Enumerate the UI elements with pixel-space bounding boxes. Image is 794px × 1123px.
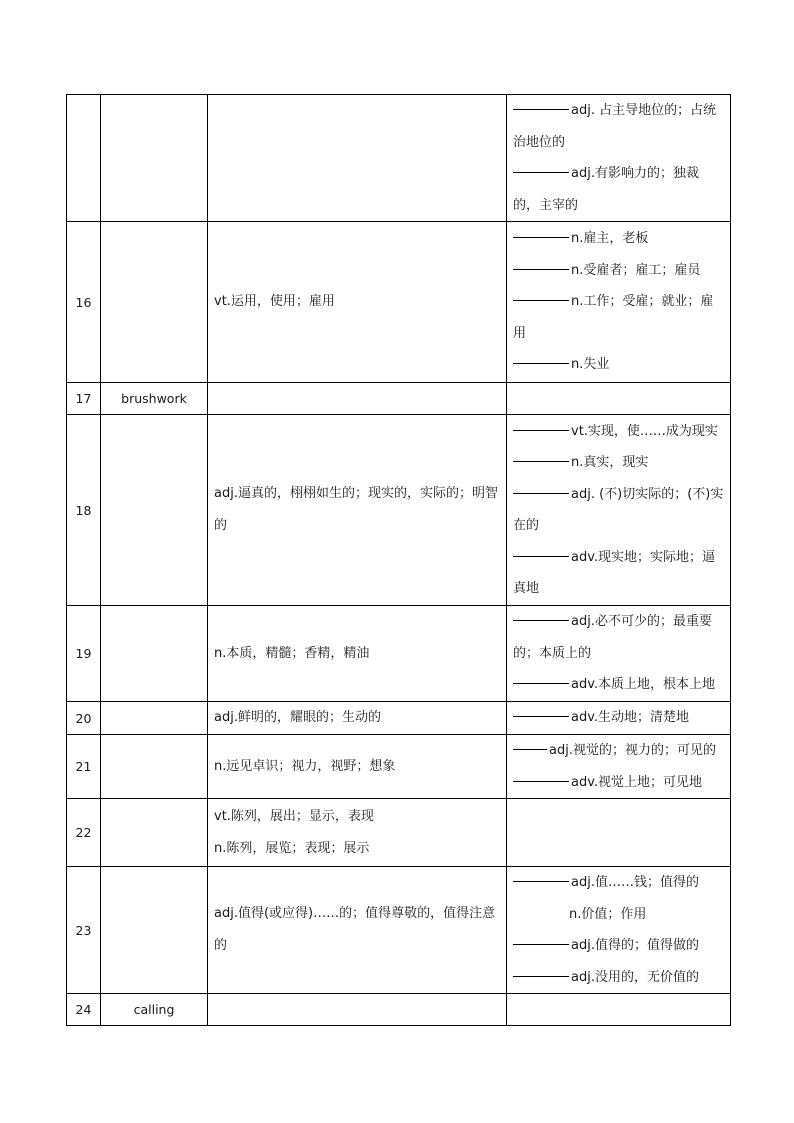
word-cell xyxy=(101,867,208,994)
derivatives-cell xyxy=(507,735,731,799)
row-number: 16 xyxy=(67,222,101,383)
derivative-line xyxy=(513,286,724,349)
derivatives-cell xyxy=(507,702,731,735)
derivative-line xyxy=(513,416,724,448)
derivative-text: vt.实现，使……成为现实 xyxy=(571,423,718,439)
row-number: 18 xyxy=(67,415,101,606)
derivatives-cell xyxy=(507,606,731,702)
table-row xyxy=(67,95,731,222)
meaning-text: adj.逼真的，栩栩如生的；现实的，实际的；明智的 xyxy=(214,486,498,533)
table-row xyxy=(67,994,731,1026)
table-row xyxy=(67,383,731,415)
word-cell xyxy=(101,799,208,867)
meaning-text: vt.运用，使用；雇用 xyxy=(214,294,335,309)
derivative-text: adv.现实地；实际地；逼真地 xyxy=(513,549,716,596)
derivative-text: adj.值……钱；值得的 xyxy=(571,875,699,890)
word-cell: brushwork xyxy=(101,383,208,415)
derivative-line xyxy=(513,702,724,734)
derivative-line xyxy=(513,255,724,287)
fill-in-blank[interactable] xyxy=(513,715,569,717)
meaning-text: adj.值得(或应得)……的；值得尊敬的，值得注意的 xyxy=(214,906,496,953)
derivatives-cell xyxy=(507,867,731,994)
vocabulary-table-body xyxy=(67,95,731,1026)
meaning-cell xyxy=(208,702,507,735)
derivative-line xyxy=(513,158,724,221)
meaning-cell xyxy=(208,95,507,222)
derivative-text: n.失业 xyxy=(571,357,610,373)
meaning-cell xyxy=(208,994,507,1026)
table-row xyxy=(67,702,731,735)
fill-in-blank[interactable] xyxy=(513,682,569,684)
derivative-line xyxy=(513,223,724,255)
row-number: 23 xyxy=(67,867,101,994)
meaning-cell xyxy=(208,867,507,994)
table-row xyxy=(67,799,731,867)
fill-in-blank[interactable] xyxy=(513,299,569,301)
derivative-line xyxy=(513,899,724,931)
table-row xyxy=(67,867,731,994)
derivative-text: n.雇主，老板 xyxy=(571,231,649,247)
meaning-text: n.远见卓识；视力，视野；想象 xyxy=(214,758,396,774)
derivative-line xyxy=(513,447,724,479)
meaning-cell xyxy=(208,606,507,702)
table-row xyxy=(67,735,731,799)
fill-in-blank[interactable] xyxy=(513,429,569,431)
fill-in-blank[interactable] xyxy=(513,880,569,882)
fill-in-blank[interactable] xyxy=(513,460,569,462)
row-number: 21 xyxy=(67,735,101,799)
table-row xyxy=(67,606,731,702)
row-number: 19 xyxy=(67,606,101,702)
meaning-text: vt.陈列，展出；显示，表现 xyxy=(214,808,374,824)
meaning-cell xyxy=(208,799,507,867)
derivative-text: adj.值得的；值得做的 xyxy=(571,938,699,953)
word-cell xyxy=(101,415,208,606)
derivatives-cell xyxy=(507,799,731,867)
fill-in-blank[interactable] xyxy=(513,108,569,110)
derivative-text: adv.视觉上地；可见地 xyxy=(571,774,703,790)
word-cell: calling xyxy=(101,994,208,1026)
fill-in-blank[interactable] xyxy=(513,492,569,494)
word-cell xyxy=(101,735,208,799)
meaning-cell xyxy=(208,735,507,799)
derivatives-cell xyxy=(507,383,731,415)
derivative-line xyxy=(513,349,724,381)
derivative-text: adj.视觉的；视力的；可见的 xyxy=(549,743,716,758)
derivative-text: adv.生动地；清楚地 xyxy=(571,710,690,726)
derivative-line xyxy=(513,930,724,962)
derivatives-cell xyxy=(507,95,731,222)
derivative-text: n.受雇者；雇工；雇员 xyxy=(571,262,701,278)
derivative-line xyxy=(513,95,724,158)
word-cell xyxy=(101,222,208,383)
meaning-text: adj.鲜明的，耀眼的；生动的 xyxy=(214,710,381,725)
fill-in-blank[interactable] xyxy=(513,748,547,750)
row-number xyxy=(67,95,101,222)
fill-in-blank[interactable] xyxy=(513,236,569,238)
fill-in-blank[interactable] xyxy=(513,362,569,364)
derivative-line xyxy=(513,962,724,994)
vocabulary-table xyxy=(66,94,731,1026)
derivative-text: adj. (不)切实际的；(不)实在的 xyxy=(513,486,724,533)
fill-in-blank[interactable] xyxy=(513,619,569,621)
row-number: 24 xyxy=(67,994,101,1026)
derivative-text: n.工作；受雇；就业；雇用 xyxy=(513,294,714,341)
derivative-text: n.真实，现实 xyxy=(571,455,649,470)
derivative-line xyxy=(513,867,724,899)
table-row xyxy=(67,222,731,383)
derivative-text: adv.本质上地，根本上地 xyxy=(571,677,716,693)
row-number: 22 xyxy=(67,799,101,867)
derivative-line xyxy=(513,735,724,767)
derivative-line xyxy=(513,669,724,701)
meaning-text: n.本质，精髓；香精，精油 xyxy=(214,645,370,661)
derivative-line xyxy=(513,767,724,799)
table-row xyxy=(67,415,731,606)
fill-in-blank[interactable] xyxy=(513,780,569,782)
word-cell xyxy=(101,95,208,222)
derivatives-cell xyxy=(507,994,731,1026)
row-number: 17 xyxy=(67,383,101,415)
meaning-cell xyxy=(208,222,507,383)
derivative-text: adj.有影响力的；独裁的，主宰的 xyxy=(513,166,699,213)
derivative-text: n.价值；作用 xyxy=(569,906,647,922)
meaning-text: n.陈列，展览；表现；展示 xyxy=(214,840,370,856)
row-number: 20 xyxy=(67,702,101,735)
meaning-cell xyxy=(208,415,507,606)
derivative-line xyxy=(513,606,724,669)
derivatives-cell xyxy=(507,415,731,606)
derivative-line xyxy=(513,479,724,542)
word-cell xyxy=(101,702,208,735)
fill-in-blank[interactable] xyxy=(513,555,569,557)
fill-in-blank[interactable] xyxy=(513,943,569,945)
derivative-text: adj. 占主导地位的；占统治地位的 xyxy=(513,103,717,150)
derivative-text: adj.必不可少的；最重要的；本质上的 xyxy=(513,614,712,661)
meaning-cell xyxy=(208,383,507,415)
derivative-text: adj.没用的，无价值的 xyxy=(571,969,699,985)
derivative-line xyxy=(513,542,724,605)
fill-in-blank[interactable] xyxy=(513,268,569,270)
derivatives-cell xyxy=(507,222,731,383)
fill-in-blank[interactable] xyxy=(513,975,569,977)
fill-in-blank[interactable] xyxy=(513,171,569,173)
word-cell xyxy=(101,606,208,702)
